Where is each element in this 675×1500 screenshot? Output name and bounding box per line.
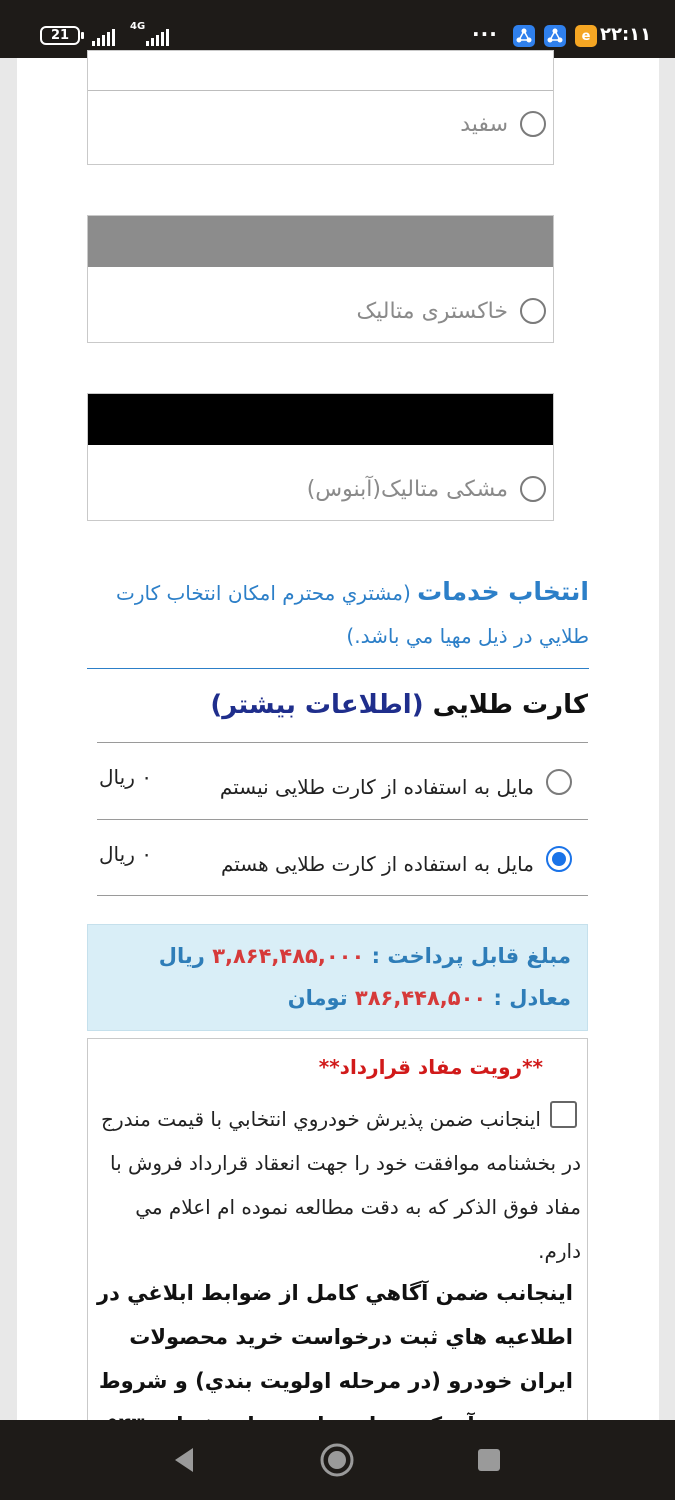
radio-gray[interactable] <box>520 298 546 324</box>
contract-title: **رویت مفاد قرارداد** <box>318 1055 543 1079</box>
payment-toman-unit: تومان <box>287 986 348 1010</box>
radio-gold-no[interactable] <box>546 769 572 795</box>
radio-gold-yes[interactable] <box>546 846 572 872</box>
payment-rial-unit: ریال <box>158 944 205 968</box>
network-type: 4G <box>130 21 146 32</box>
gold-rows-divider <box>97 895 588 896</box>
gold-option-yes[interactable] <box>97 819 588 897</box>
battery-level: 21 <box>50 28 70 43</box>
payment-amount-rial: ۳,۸۶۴,۴۸۵,۰۰۰ <box>212 944 365 968</box>
back-icon[interactable] <box>164 1440 204 1480</box>
payment-label: مبلغ قابل پرداخت : <box>371 944 571 968</box>
color-swatch-black <box>88 394 553 445</box>
app-share-icon-2 <box>544 25 566 47</box>
payment-equivalent-label: معادل : <box>493 986 571 1010</box>
overflow-indicator: ··· <box>472 22 498 46</box>
clock: ۲۲:۱۱ <box>600 24 652 45</box>
page-card <box>17 58 659 1420</box>
home-icon[interactable] <box>317 1440 357 1480</box>
color-option-gray[interactable] <box>87 215 554 343</box>
color-option-row-gray[interactable] <box>356 298 546 324</box>
app-share-icon <box>513 25 535 47</box>
contract-box <box>87 1038 588 1458</box>
payment-amount-toman: ۳۸۶,۴۴۸,۵۰۰ <box>354 986 487 1010</box>
color-option-row-white[interactable] <box>460 111 546 137</box>
gold-option-no[interactable] <box>97 742 588 820</box>
services-heading <box>87 570 589 669</box>
recents-icon[interactable] <box>469 1440 509 1480</box>
contract-notice-text: اينجانب ضمن آگاهي کامل از ضوابط ابلاغي در اطلاعيه هاي ثبت درخواست خريد محصولات ايران خودرو (در مرحله اولويت بندي) و شروط <box>97 1281 573 1393</box>
color-option-white[interactable] <box>87 50 554 165</box>
radio-black[interactable] <box>520 476 546 502</box>
services-title: انتخاب خدمات <box>417 577 589 606</box>
contract-agreement-text: اينجانب ضمن پذيرش خودروي انتخابي با قيمت مندرج در بخشنامه موافقت خود را جهت انعقاد قرارداد فروش با مفاد فوق الذکر که به دقت مطالعه نموده ام اعلام مي دارم. <box>101 1107 581 1263</box>
battery-icon <box>40 26 80 45</box>
services-note: (مشتري محترم امکان انتخاب کارت طلايي در ذيل مهيا مي باشد.) <box>116 581 589 648</box>
color-label-white: سفید <box>460 111 508 137</box>
gold-card-more-info-link[interactable]: (اطلاعات بیشتر) <box>210 690 424 720</box>
radio-white[interactable] <box>520 111 546 137</box>
color-option-row-black[interactable] <box>307 476 546 502</box>
gold-option-no-right[interactable] <box>220 765 572 799</box>
page-area <box>0 58 675 1420</box>
gold-card-title <box>97 690 588 720</box>
gold-option-no-label: مایل به استفاده از کارت طلایی نیستم <box>219 775 534 799</box>
color-label-black: مشکی متالیک(آبنوس) <box>306 476 508 502</box>
color-option-black[interactable] <box>87 393 554 521</box>
gold-option-no-price: ۰ ریال <box>99 765 152 789</box>
signal-icon-2 <box>146 26 169 46</box>
signal-icon <box>92 26 115 46</box>
color-label-gray: خاکستری متالیک <box>356 298 508 324</box>
navigation-bar <box>0 1420 675 1500</box>
payment-summary <box>87 924 588 1031</box>
app-e-icon: e <box>575 25 597 47</box>
gold-option-yes-price: ۰ ریال <box>99 842 152 866</box>
color-swatch-gray <box>88 216 553 267</box>
gold-card-label: کارت طلایی <box>432 690 588 720</box>
gold-option-yes-right[interactable] <box>221 842 572 876</box>
gold-option-yes-label: مایل به استفاده از کارت طلایی هستم <box>220 852 534 876</box>
color-swatch-white <box>88 51 553 91</box>
